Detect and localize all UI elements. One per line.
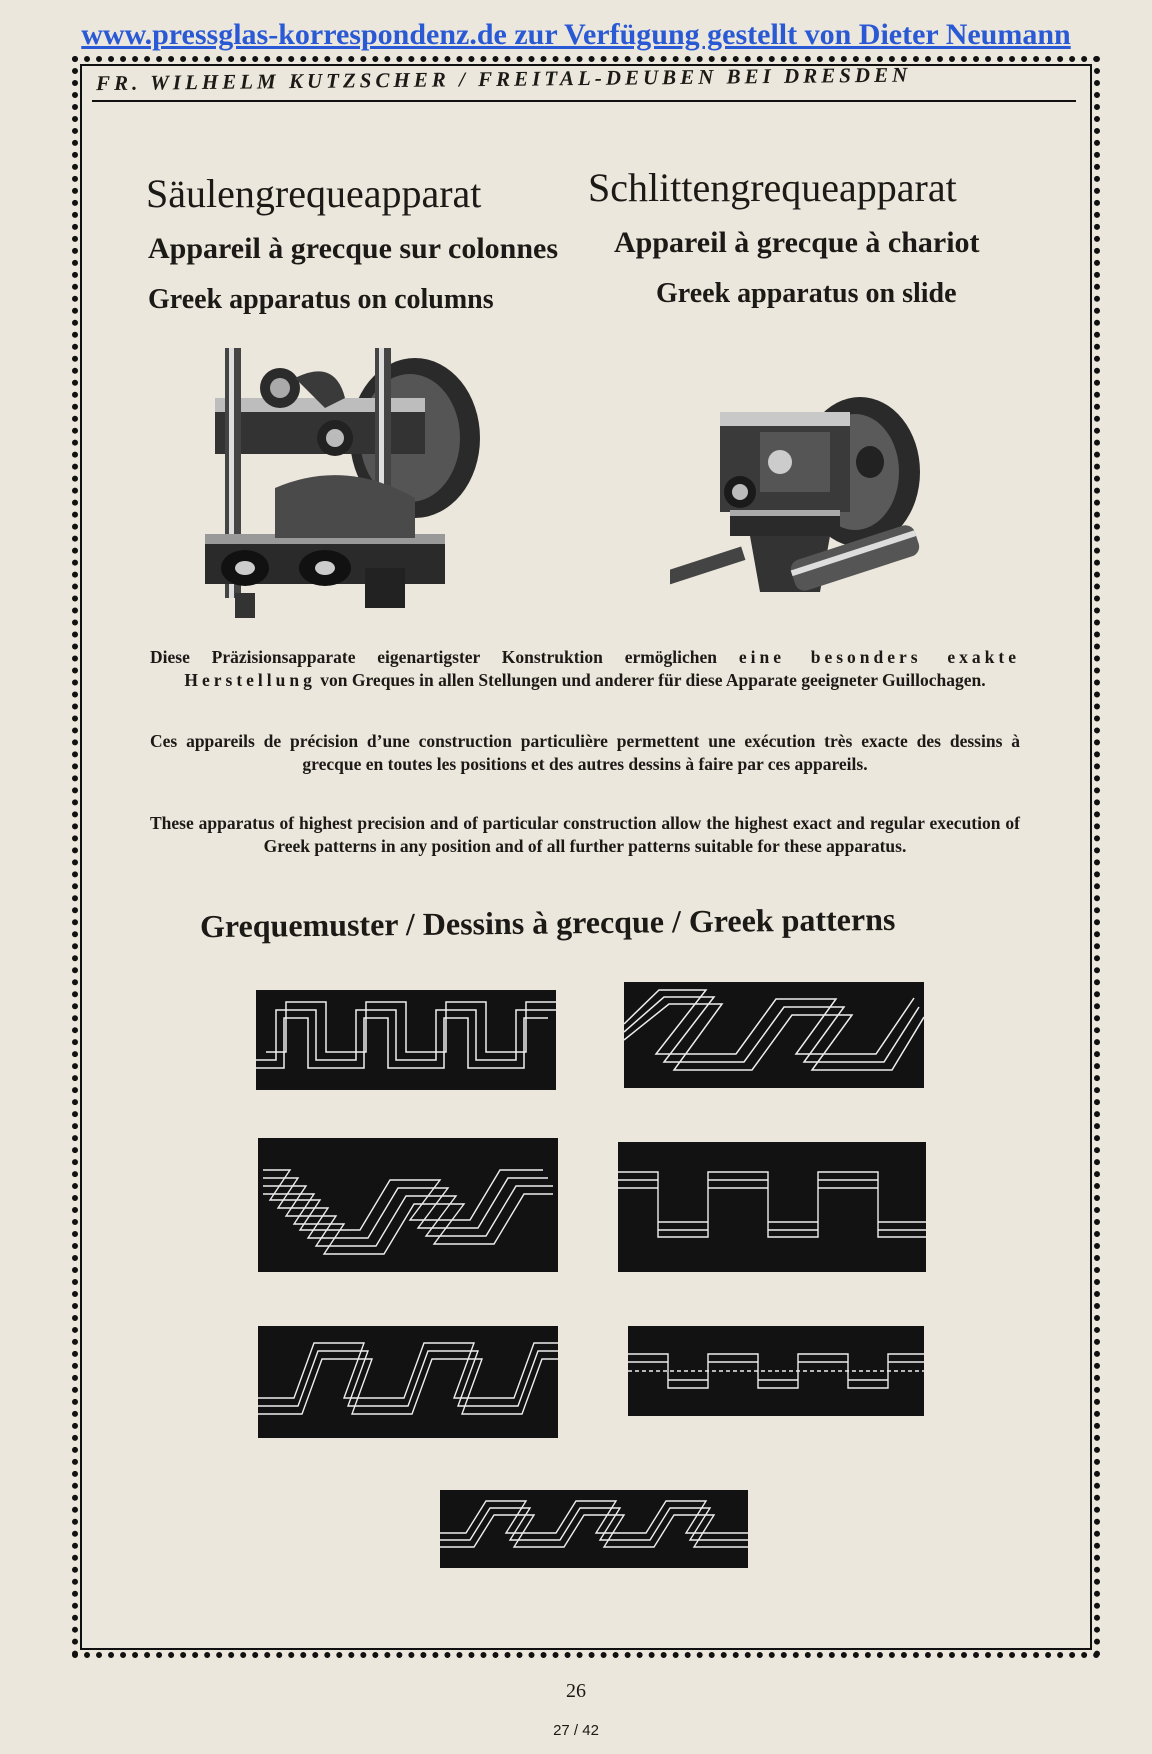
column-apparatus-illustration bbox=[205, 338, 495, 628]
greek-pattern-4 bbox=[618, 1142, 926, 1272]
greek-pattern-1 bbox=[256, 990, 556, 1090]
greek-pattern-7 bbox=[440, 1490, 748, 1568]
description-en: These apparatus of highest precision and of particular construction allow the highest exact and regular execution of Greek patterns in any position and of all further patterns suitable for these apparatus. bbox=[150, 813, 1020, 856]
greek-pattern-6 bbox=[628, 1326, 924, 1416]
left-title-de: Säulengrequeapparat bbox=[146, 171, 482, 216]
description-de-part2: von Greques in allen Stellungen und anderer für diese Apparate geeigneter Guillochagen. bbox=[320, 670, 986, 690]
patterns-title: Grequemuster / Dessins à grecque / Greek patterns bbox=[199, 900, 896, 945]
left-title-en: Greek apparatus on columns bbox=[148, 284, 494, 315]
page-header: FR. WILHELM KUTZSCHER / FREITAL-DEUBEN BEI DRESDEN bbox=[95, 62, 912, 96]
watermark-link[interactable]: www.pressglas-korrespondenz.de zur Verfügung gestellt von Dieter Neumann bbox=[81, 18, 1071, 51]
header-rule bbox=[92, 100, 1076, 102]
greek-pattern-2 bbox=[624, 982, 924, 1088]
description-de-part1: Diese Präzisionsapparate eigenartigster Konstruktion ermöglichen bbox=[150, 647, 718, 667]
slide-apparatus-illustration bbox=[670, 392, 930, 622]
page-number: 26 bbox=[566, 1680, 586, 1702]
greek-pattern-5 bbox=[258, 1326, 558, 1438]
left-title-fr: Appareil à grecque sur colonnes bbox=[148, 232, 559, 265]
right-title-en: Greek apparatus on slide bbox=[656, 278, 957, 309]
right-title-fr: Appareil à grecque à chariot bbox=[614, 226, 980, 259]
pdf-page-indicator: 27 / 42 bbox=[553, 1722, 599, 1739]
description-de bbox=[150, 646, 1020, 692]
greek-pattern-3 bbox=[258, 1138, 558, 1272]
description-de-emphasis: eine besonders exakte Herstellung bbox=[184, 647, 1020, 690]
description-fr: Ces appareils de précision d’une construction particulière permettent une exécution très exacte des dessins à grecque en toutes les positions et des autres dessins à faire par ces appareils. bbox=[150, 731, 1020, 774]
right-title-de: Schlittengrequeapparat bbox=[588, 165, 957, 210]
